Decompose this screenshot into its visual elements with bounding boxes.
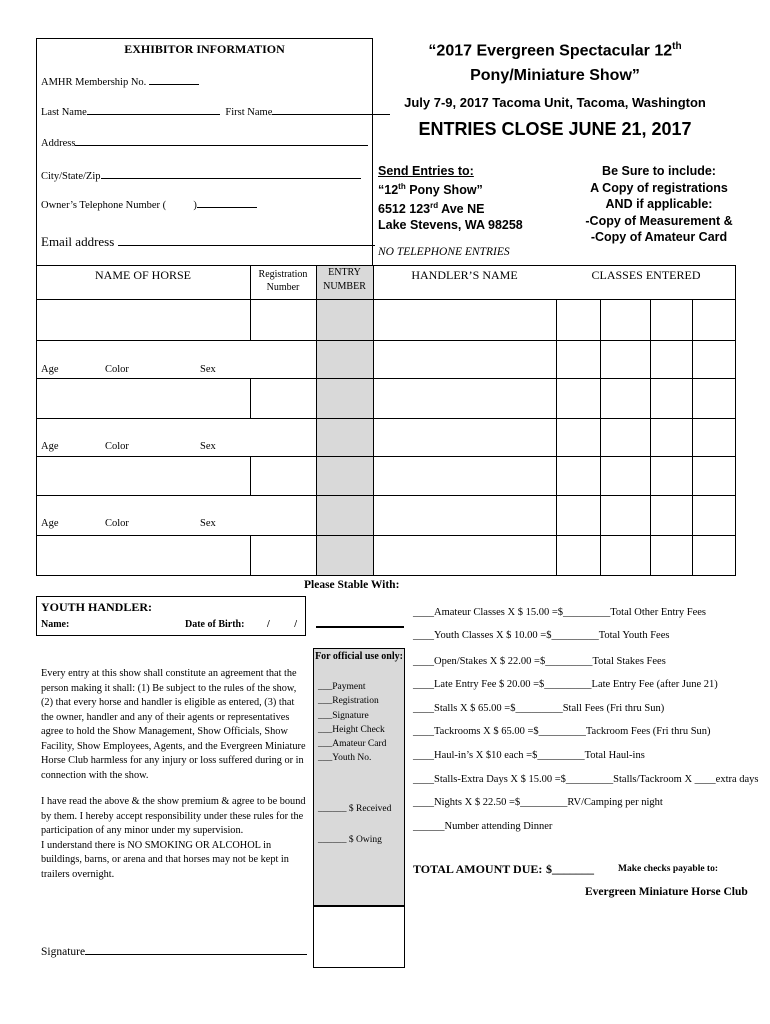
- fee-stalls: ____Stalls X $ 65.00 =$_________Stall Fees (Fri thru Sun): [413, 703, 665, 714]
- first-name-field[interactable]: [272, 114, 390, 115]
- no-telephone: NO TELEPHONE ENTRIES: [378, 246, 510, 258]
- youth-dob: Date of Birth: / /: [185, 619, 297, 630]
- email-row: Email address: [41, 234, 375, 250]
- membership-field[interactable]: [149, 84, 199, 85]
- col-handler: HANDLER’S NAME: [411, 268, 518, 282]
- address-row: Address: [41, 137, 368, 150]
- address-field[interactable]: [75, 145, 368, 146]
- col-classes: CLASSES ENTERED: [591, 268, 701, 282]
- official-items: ___Payment ___Registration ___Signature ___Height Check ___Amateur Card ___Youth No.: [318, 682, 387, 764]
- signature-field[interactable]: [85, 954, 307, 955]
- exhibitor-title: EXHIBITOR INFORMATION: [124, 42, 285, 56]
- exhibitor-box: [36, 38, 373, 266]
- row3-sex: Sex: [200, 518, 216, 529]
- official-bottom-box: [313, 906, 405, 968]
- row2-color: Color: [105, 441, 129, 452]
- name-row: Last Name First Name: [41, 106, 390, 119]
- club-name: Evergreen Miniature Horse Club: [585, 886, 748, 898]
- youth-name: Name:: [41, 619, 70, 630]
- show-title-line1: “2017 Evergreen Spectacular 12th: [428, 41, 682, 60]
- fee-haul-ins: ____Haul-in’s X $10 each =$_________Total Haul-ins: [413, 750, 645, 761]
- city-row: City/State/Zip: [41, 170, 361, 183]
- col-horse: NAME OF HORSE: [94, 268, 191, 282]
- official-received: ______ $ Received: [318, 804, 392, 814]
- signature-row: Signature: [41, 946, 307, 959]
- row3-age: Age: [41, 518, 59, 529]
- include-list: Be Sure to include: A Copy of registrations AND if applicable: -Copy of Measurement & -Copy of Amateur Card: [585, 164, 733, 244]
- official-owing: ______ $ Owing: [318, 835, 382, 845]
- city-field[interactable]: [101, 178, 361, 179]
- horse-table: [36, 265, 736, 576]
- phone-field[interactable]: [197, 207, 257, 208]
- fee-late-entry: ____Late Entry Fee $ 20.00 =$_________Late Entry Fee (after June 21): [413, 679, 718, 690]
- total-amount[interactable]: $_______: [546, 862, 594, 876]
- youth-heading: YOUTH HANDLER:: [41, 600, 153, 614]
- phone-row: Owner’s Telephone Number ( ): [41, 199, 257, 212]
- fee-open-stakes: ____Open/Stakes X $ 22.00 =$_________Total Stakes Fees: [413, 656, 666, 667]
- fee-tackrooms: ____Tackrooms X $ 65.00 =$_________Tackroom Fees (Fri thru Sun): [413, 726, 711, 737]
- official-heading: For official use only:: [315, 651, 403, 662]
- col-registration: Registration Number: [258, 269, 308, 293]
- fee-amateur: ____Amateur Classes X $ 15.00 =$_________Total Other Entry Fees: [413, 607, 707, 618]
- show-title-line2: Pony/Miniature Show”: [470, 67, 640, 84]
- row1-sex: Sex: [200, 364, 216, 375]
- fee-youth: ____Youth Classes X $ 10.00 =$_________Total Youth Fees: [413, 630, 670, 641]
- row1-age: Age: [41, 364, 59, 375]
- fee-dinner: ______Number attending Dinner: [413, 821, 553, 832]
- show-dates: July 7-9, 2017 Tacoma Unit, Tacoma, Washington: [404, 95, 706, 110]
- stable-with-line[interactable]: [316, 626, 404, 628]
- send-entries: Send Entries to: “12th Pony Show” 6512 123rd Ave NE Lake Stevens, WA 98258: [378, 164, 523, 233]
- row1-color: Color: [105, 364, 129, 375]
- last-name-field[interactable]: [87, 114, 220, 115]
- row3-color: Color: [105, 518, 129, 529]
- payable-to: Make checks payable to:: [618, 864, 719, 874]
- fee-extra-days: ____Stalls-Extra Days X $ 15.00 =$_________Stalls/Tackroom X ____extra days: [413, 774, 759, 785]
- email-field[interactable]: [118, 245, 375, 246]
- col-entry: ENTRY NUMBER: [323, 267, 366, 292]
- agreement-text: Every entry at this show shall constitute an agreement that the person making it shall: (1) Be subject to the rules of the show, (2) that every horse and handler is eligible as entered, (3) that the owner, handler and any of their agents or representatives agree to hold the Show Management, Show Officials, Show Facility, Show Employees, Agents, and the Evergreen Miniature Horse Club harmless for any injury or loss suffered during or in connection with the show. I have read the above & the show premium & agree to be bound by them. I hereby accept responsibility under these rules for the participation of any minor under my supervision. I understand there is NO SMOKING OR ALCOHOL in buildings, barns, or arena and that horses may not be kept in trailers overnight.: [41, 668, 306, 880]
- row2-sex: Sex: [200, 441, 216, 452]
- row2-age: Age: [41, 441, 59, 452]
- fee-nights: ____Nights X $ 22.50 =$_________RV/Camping per night: [413, 797, 663, 808]
- entries-close: ENTRIES CLOSE JUNE 21, 2017: [418, 119, 692, 139]
- membership-label: AMHR Membership No.: [41, 76, 199, 89]
- stable-with: Please Stable With:: [304, 579, 400, 591]
- total-label: TOTAL AMOUNT DUE:: [413, 862, 543, 876]
